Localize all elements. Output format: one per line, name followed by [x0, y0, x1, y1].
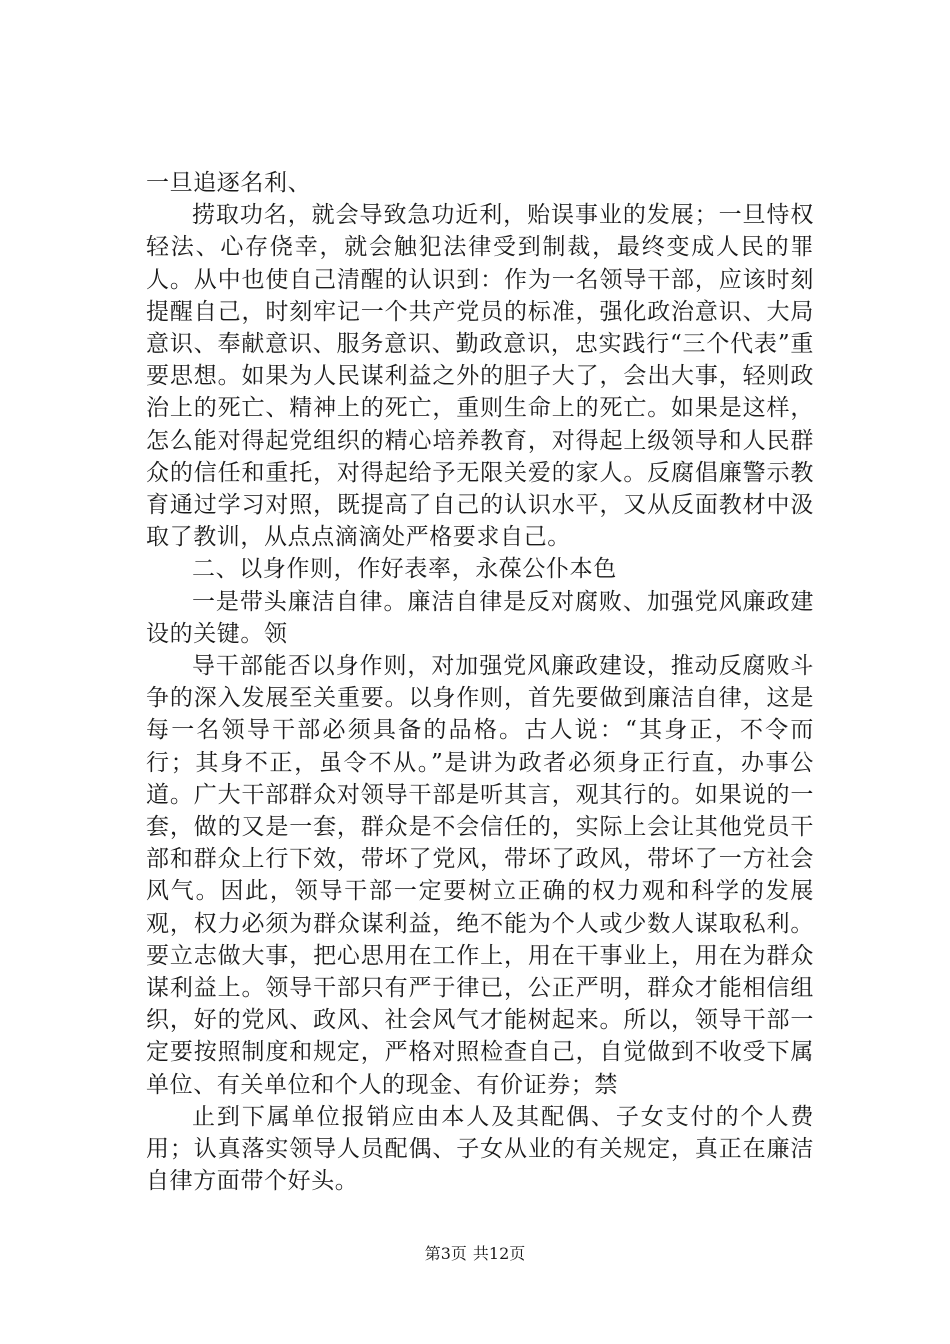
page-footer: [0, 1244, 950, 1264]
page-number: 第3页: [424, 1244, 467, 1263]
section-heading-2: 二、以身作则，作好表率，永葆公仆本色: [192, 556, 617, 583]
paragraph-continuation: 一旦追逐名利、: [146, 170, 312, 196]
body-text: [146, 167, 814, 1198]
paragraph-prohibitions: 止到下属单位报销应由本人及其配偶、子女支付的个人费用；认真落实领导人员配偶、子女从业的有关规定，真正在廉洁自律方面带个好头。: [146, 1103, 814, 1195]
page-total: 共12页: [472, 1244, 526, 1263]
paragraph-self-discipline-intro: 一是带头廉洁自律。廉洁自律是反对腐败、加强党风廉政建设的关键。领: [146, 588, 814, 647]
paragraph-lead-by-example: 导干部能否以身作则，对加强党风廉政建设，推动反腐败斗争的深入发展至关重要。以身作则，首先要做到廉洁自律，这是每一名领导干部必须具备的品格。古人说：“其身正，不令而行；其身不正，虽令不从。”是讲为政者必须身正行直，办事公道。广大干部群众对领导干部是听其言，观其行的。如果说的一套，做的又是一套，群众是不会信任的，实际上会让其他党员干部和群众上行下效，带坏了党风，带坏了政风，带坏了一方社会风气。因此，领导干部一定要树立正确的权力观和科学的发展观，权力必须为群众谋利益，绝不能为个人或少数人谋取私利。要立志做大事，把心思用在工作上，用在干事业上，用在为群众谋利益上。领导干部只有严于律已，公正严明，群众才能相信组织，好的党风、政风、社会风气才能树起来。所以，领导干部一定要按照制度和规定，严格对照检查自己，自觉做到不收受下属单位、有关单位和个人的现金、有价证券；禁: [146, 653, 814, 1098]
paragraph-warning-education: 捞取功名，就会导致急功近利，贻误事业的发展；一旦恃权轻法、心存侥幸，就会触犯法律受到制裁，最终变成人民的罪人。从中也使自己清醒的认识到：作为一名领导干部，应该时刻提醒自己，时刻牢记一个共产党员的标准，强化政治意识、大局意识、奉献意识、服务意识、勤政意识，忠实践行“三个代表”重要思想。如果为人民谋利益之外的胆子大了，会出大事，轻则政治上的死亡、精神上的死亡，重则生命上的死亡。如果是这样，怎么能对得起党组织的精心培养教育，对得起上级领导和人民群众的信任和重托，对得起给予无限关爱的家人。反腐倡廉警示教育通过学习对照，既提高了自己的认识水平，又从反面教材中汲取了教训，从点点滴滴处严格要求自己。: [146, 202, 814, 551]
